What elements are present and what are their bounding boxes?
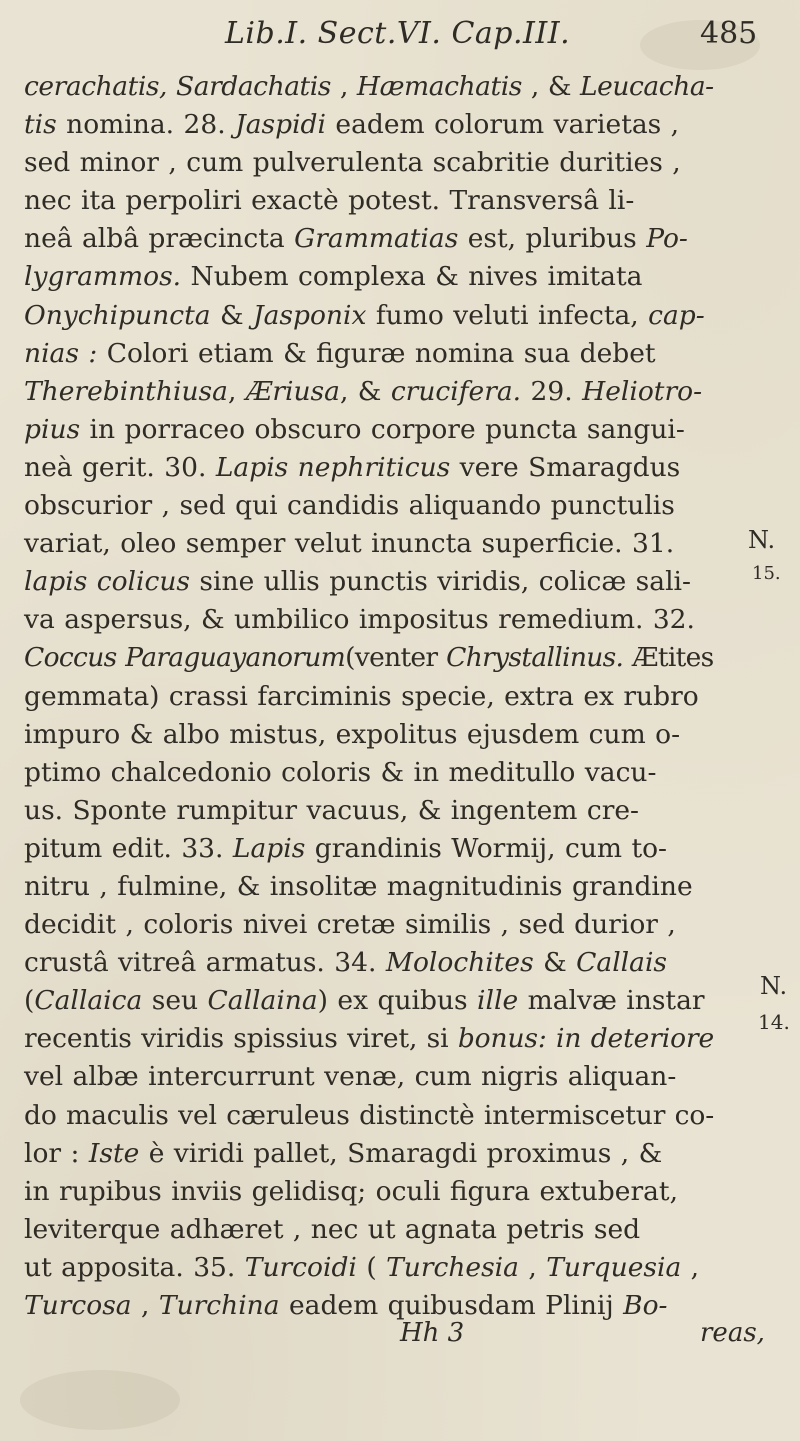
- text-line: [24, 1058, 714, 1096]
- text-run: 29.: [521, 375, 583, 407]
- italic-term: Grammatias: [294, 223, 459, 255]
- text-line: [24, 1211, 714, 1249]
- italic-term: Molochites: [385, 947, 534, 979]
- page-number: 485: [700, 16, 758, 51]
- italic-term: Lapis: [232, 832, 306, 864]
- italic-term: Callais: [576, 947, 668, 979]
- margin-note: 14.: [758, 1010, 790, 1034]
- text-run: sine ullis punctis viridis, colicæ sali-: [190, 566, 691, 598]
- italic-term: Lapis nephriticus: [215, 451, 451, 483]
- text-run: pitum edit. 33.: [24, 832, 233, 864]
- text-run: ,: [681, 1251, 700, 1283]
- text-run: recentis viridis spissius viret, si: [24, 1023, 458, 1055]
- italic-term: Therebinthiusa: [24, 375, 228, 407]
- text-line: [24, 716, 714, 754]
- italic-term: Turcoidi: [244, 1251, 357, 1283]
- text-run: variat, oleo semper velut inuncta superficie. 31.: [24, 528, 675, 560]
- italic-term: lygrammos.: [24, 261, 182, 293]
- italic-term: tis: [24, 109, 57, 141]
- text-run: vere Smaragdus: [450, 451, 681, 483]
- margin-note: 15.: [752, 563, 781, 584]
- running-title: Lib.I. Sect.VI. Cap.III.: [225, 16, 571, 51]
- italic-term: Onychipuncta: [24, 299, 211, 331]
- text-line: [24, 982, 714, 1020]
- text-line: [24, 258, 714, 296]
- text-line: [24, 1097, 714, 1135]
- text-run: gemmata) crassi farciminis specie, extra ex rubro: [24, 680, 699, 712]
- text-line: [24, 639, 714, 677]
- text-line: [24, 1173, 714, 1211]
- italic-term: lapis colicus: [24, 566, 190, 598]
- text-run: ,: [227, 375, 246, 407]
- text-run: , &: [521, 71, 580, 102]
- text-line: [24, 68, 714, 106]
- text-line: [24, 144, 714, 182]
- page-header: [0, 14, 800, 64]
- text-line: [24, 830, 714, 868]
- italic-term: cerachatis, Sardachatis: [24, 71, 331, 102]
- paper-stain: [20, 1370, 180, 1430]
- text-line: [24, 220, 714, 258]
- text-run: do maculis vel cæruleus distinctè intermiscetur co-: [24, 1099, 715, 1131]
- italic-term: Coccus Paraguayanorum: [24, 642, 346, 674]
- italic-term: Turcosa: [24, 1290, 132, 1321]
- italic-term: Iste: [88, 1137, 140, 1169]
- text-run: neâ albâ præcincta: [24, 223, 295, 255]
- text-run: nitru , fulmine, & insolitæ magnitudinis grandine: [24, 870, 693, 902]
- text-run: ,: [330, 71, 357, 102]
- text-run: ) ex quibus: [317, 985, 478, 1017]
- italic-term: Callaica: [34, 985, 143, 1017]
- text-run: lor :: [24, 1137, 89, 1169]
- italic-term: Heliotro-: [582, 375, 703, 407]
- text-run: Colori etiam & figuræ nomina sua debet: [97, 337, 656, 369]
- text-run: ptimo chalcedonio coloris & in meditullo vacu-: [24, 756, 657, 788]
- text-run: nomina. 28.: [56, 109, 236, 141]
- text-run: in rupibus inviis gelidisq; oculi figura extuberat,: [24, 1175, 678, 1207]
- text-run: Ætites: [623, 642, 714, 674]
- text-run: leviterque adhæret , nec ut agnata petris sed: [24, 1213, 641, 1245]
- text-run: è viridi pallet, Smaragdi proximus , &: [139, 1137, 663, 1169]
- text-run: grandinis Wormij, cum to-: [305, 832, 668, 864]
- italic-term: pius: [24, 413, 81, 445]
- text-run: (: [356, 1251, 387, 1283]
- text-run: obscurior , sed qui candidis aliquando punctulis: [24, 490, 675, 522]
- text-line: [24, 297, 714, 335]
- text-line: [24, 678, 714, 716]
- text-run: neà gerit. 30.: [24, 451, 216, 483]
- italic-term: ille: [477, 985, 519, 1017]
- text-line: [24, 487, 714, 525]
- signature-mark: Hh 3: [400, 1318, 465, 1348]
- italic-term: crucifera.: [390, 375, 522, 407]
- text-run: Nubem complexa & nives imitata: [181, 261, 643, 293]
- text-run: decidit , coloris nivei cretæ similis , sed durior ,: [24, 909, 676, 941]
- text-run: eadem colorum varietas ,: [325, 109, 680, 141]
- text-run: eadem quibusdam Plinij: [279, 1290, 624, 1321]
- text-run: ,: [131, 1290, 159, 1321]
- text-line: [24, 601, 714, 639]
- text-run: (: [24, 985, 35, 1017]
- italic-term: Turchina: [158, 1290, 280, 1321]
- italic-term: Chrystallinus.: [446, 642, 624, 674]
- text-line: [24, 868, 714, 906]
- italic-term: cap-: [648, 299, 705, 331]
- text-line: [24, 449, 714, 487]
- text-run: seu: [142, 985, 208, 1017]
- text-run: fumo veluti infecta,: [366, 299, 649, 331]
- italic-term: Jaspidi: [235, 109, 326, 141]
- text-line: [24, 1287, 714, 1325]
- text-line: [24, 335, 714, 373]
- text-run: us. Sponte rumpitur vacuus, & ingentem cre-: [24, 794, 640, 826]
- text-line: [24, 563, 714, 601]
- text-line: [24, 411, 714, 449]
- italic-term: bonus: in deteriore: [457, 1023, 715, 1055]
- text-line: [24, 754, 714, 792]
- text-run: &: [210, 299, 253, 331]
- text-line: [24, 944, 714, 982]
- text-line: [24, 182, 714, 220]
- italic-term: Jasponix: [252, 299, 367, 331]
- text-line: [24, 1135, 714, 1173]
- italic-term: Bo-: [623, 1290, 668, 1321]
- text-line: [24, 1020, 714, 1058]
- italic-term: nias :: [24, 337, 98, 369]
- margin-note: N.: [760, 972, 788, 1000]
- text-run: ,: [518, 1251, 547, 1283]
- text-run: malvæ instar: [518, 985, 705, 1017]
- body-text: [24, 68, 714, 1325]
- italic-term: Turquesia: [546, 1251, 682, 1283]
- text-run: est, pluribus: [458, 223, 647, 255]
- text-run: impuro & albo mistus, expolitus ejusdem cum o-: [24, 718, 681, 750]
- margin-note: N.: [748, 526, 776, 554]
- text-run: va aspersus, & umbilico impositus remedium. 32.: [24, 604, 695, 636]
- italic-term: Hæmachatis: [356, 71, 522, 102]
- italic-term: Po-: [646, 223, 688, 255]
- text-run: (venter: [345, 642, 447, 674]
- text-line: [24, 792, 714, 830]
- text-run: ut apposita. 35.: [24, 1251, 245, 1283]
- text-run: crustâ vitreâ armatus. 34.: [24, 947, 386, 979]
- text-line: [24, 906, 714, 944]
- italic-term: Callaina: [207, 985, 318, 1017]
- italic-term: Æriusa: [245, 375, 340, 407]
- text-run: in porraceo obscuro corpore puncta sangui-: [80, 413, 685, 445]
- text-run: &: [533, 947, 577, 979]
- text-line: [24, 106, 714, 144]
- text-line: [24, 525, 714, 563]
- text-run: nec ita perpoliri exactè potest. Transversâ li-: [24, 185, 635, 217]
- text-run: vel albæ intercurrunt venæ, cum nigris aliquan-: [24, 1061, 677, 1093]
- text-line: [24, 373, 714, 411]
- text-run: sed minor , cum pulverulenta scabritie durities ,: [24, 147, 681, 179]
- catchword: reas,: [700, 1318, 765, 1348]
- text-run: , &: [339, 375, 391, 407]
- italic-term: Turchesia: [386, 1251, 519, 1283]
- text-line: [24, 1249, 714, 1287]
- italic-term: Leucacha-: [580, 71, 714, 102]
